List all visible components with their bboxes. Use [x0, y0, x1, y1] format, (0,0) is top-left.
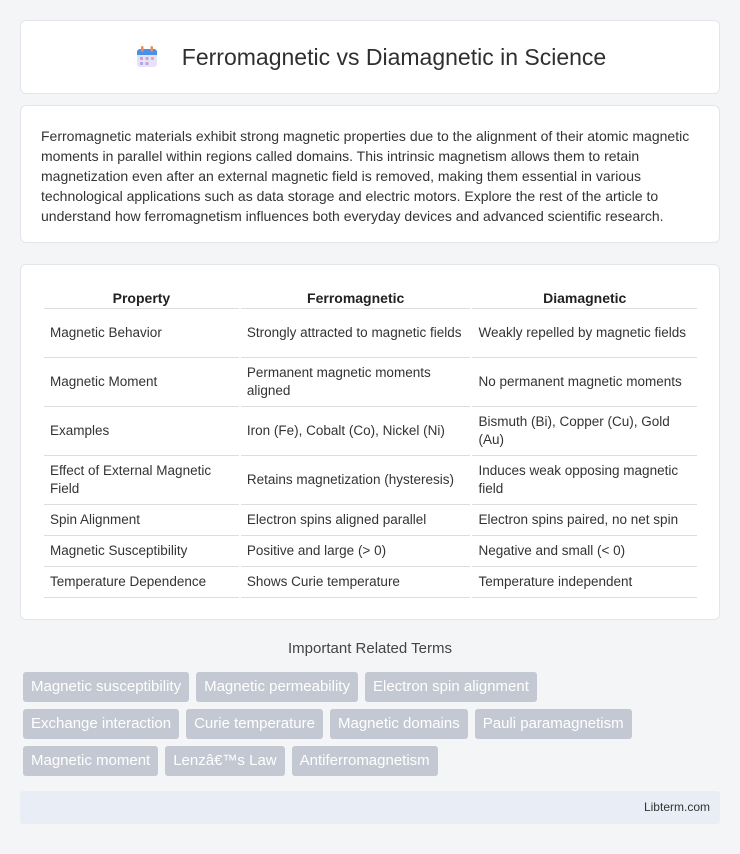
tag-curie-temperature[interactable]: Curie temperature: [186, 709, 323, 739]
table-cell-diamagnetic: Temperature independent: [472, 567, 697, 598]
calendar-icon: [134, 44, 160, 70]
table-cell-ferromagnetic: Shows Curie temperature: [241, 567, 471, 598]
tag-pauli-paramagnetism[interactable]: Pauli paramagnetism: [475, 709, 632, 739]
header-card: [20, 20, 720, 94]
table-cell-diamagnetic: Induces weak opposing magnetic field: [472, 456, 697, 505]
table-cell-diamagnetic: Negative and small (< 0): [472, 536, 697, 567]
table-cell-ferromagnetic: Retains magnetization (hysteresis): [241, 456, 471, 505]
table-cell-ferromagnetic: Permanent magnetic moments aligned: [241, 358, 471, 407]
tag-lenzs-law[interactable]: Lenzâ€™s Law: [165, 746, 284, 776]
table-row: [44, 309, 697, 358]
table-cell-property: Effect of External Magnetic Field: [44, 456, 239, 505]
comparison-table-card: [20, 264, 720, 620]
footer: [20, 791, 720, 824]
table-row: [44, 456, 697, 505]
table-cell-property: Spin Alignment: [44, 505, 239, 536]
tag-magnetic-permeability[interactable]: Magnetic permeability: [196, 672, 358, 702]
tag-magnetic-domains[interactable]: Magnetic domains: [330, 709, 468, 739]
tag-magnetic-susceptibility[interactable]: Magnetic susceptibility: [23, 672, 189, 702]
table-row: [44, 358, 697, 407]
table-cell-ferromagnetic: Positive and large (> 0): [241, 536, 471, 567]
table-row: [44, 567, 697, 598]
table-row: [44, 407, 697, 456]
table-cell-property: Examples: [44, 407, 239, 456]
tag-antiferromagnetism[interactable]: Antiferromagnetism: [292, 746, 438, 776]
table-header-row: [44, 285, 697, 309]
tag-exchange-interaction[interactable]: Exchange interaction: [23, 709, 179, 739]
table-cell-property: Magnetic Moment: [44, 358, 239, 407]
tag-magnetic-moment[interactable]: Magnetic moment: [23, 746, 158, 776]
comparison-table: [42, 285, 699, 598]
column-header-ferromagnetic: Ferromagnetic: [241, 285, 471, 309]
table-cell-property: Magnetic Behavior: [44, 309, 239, 358]
intro-card: [20, 105, 720, 243]
table-cell-diamagnetic: No permanent magnetic moments: [472, 358, 697, 407]
table-row: [44, 505, 697, 536]
tag-electron-spin-alignment[interactable]: Electron spin alignment: [365, 672, 537, 702]
related-terms-tags: [23, 672, 703, 783]
table-cell-ferromagnetic: Strongly attracted to magnetic fields: [241, 309, 471, 358]
table-cell-diamagnetic: Bismuth (Bi), Copper (Cu), Gold (Au): [472, 407, 697, 456]
table-cell-ferromagnetic: Electron spins aligned parallel: [241, 505, 471, 536]
column-header-property: Property: [44, 285, 239, 309]
page-title: Ferromagnetic vs Diamagnetic in Science: [181, 43, 607, 70]
table-row: [44, 536, 697, 567]
intro-paragraph: Ferromagnetic materials exhibit strong magnetic properties due to the alignment of their atomic magnetic moments in parallel within regions called domains. This intrinsic magnetism allows them to retain magnetization even after an external magnetic field is removed, making them essential in various technological applications such as data storage and electric motors. Explore the rest of the article to understand how ferromagnetism influences both everyday devices and advanced scientific research.: [41, 128, 690, 224]
table-cell-diamagnetic: Weakly repelled by magnetic fields: [472, 309, 697, 358]
table-cell-diamagnetic: Electron spins paired, no net spin: [472, 505, 697, 536]
table-cell-property: Temperature Dependence: [44, 567, 239, 598]
footer-brand-link[interactable]: Libterm.com: [643, 800, 710, 814]
column-header-diamagnetic: Diamagnetic: [472, 285, 697, 309]
table-cell-property: Magnetic Susceptibility: [44, 536, 239, 567]
table-cell-ferromagnetic: Iron (Fe), Cobalt (Co), Nickel (Ni): [241, 407, 471, 456]
related-terms-heading: Important Related Terms: [288, 640, 452, 657]
